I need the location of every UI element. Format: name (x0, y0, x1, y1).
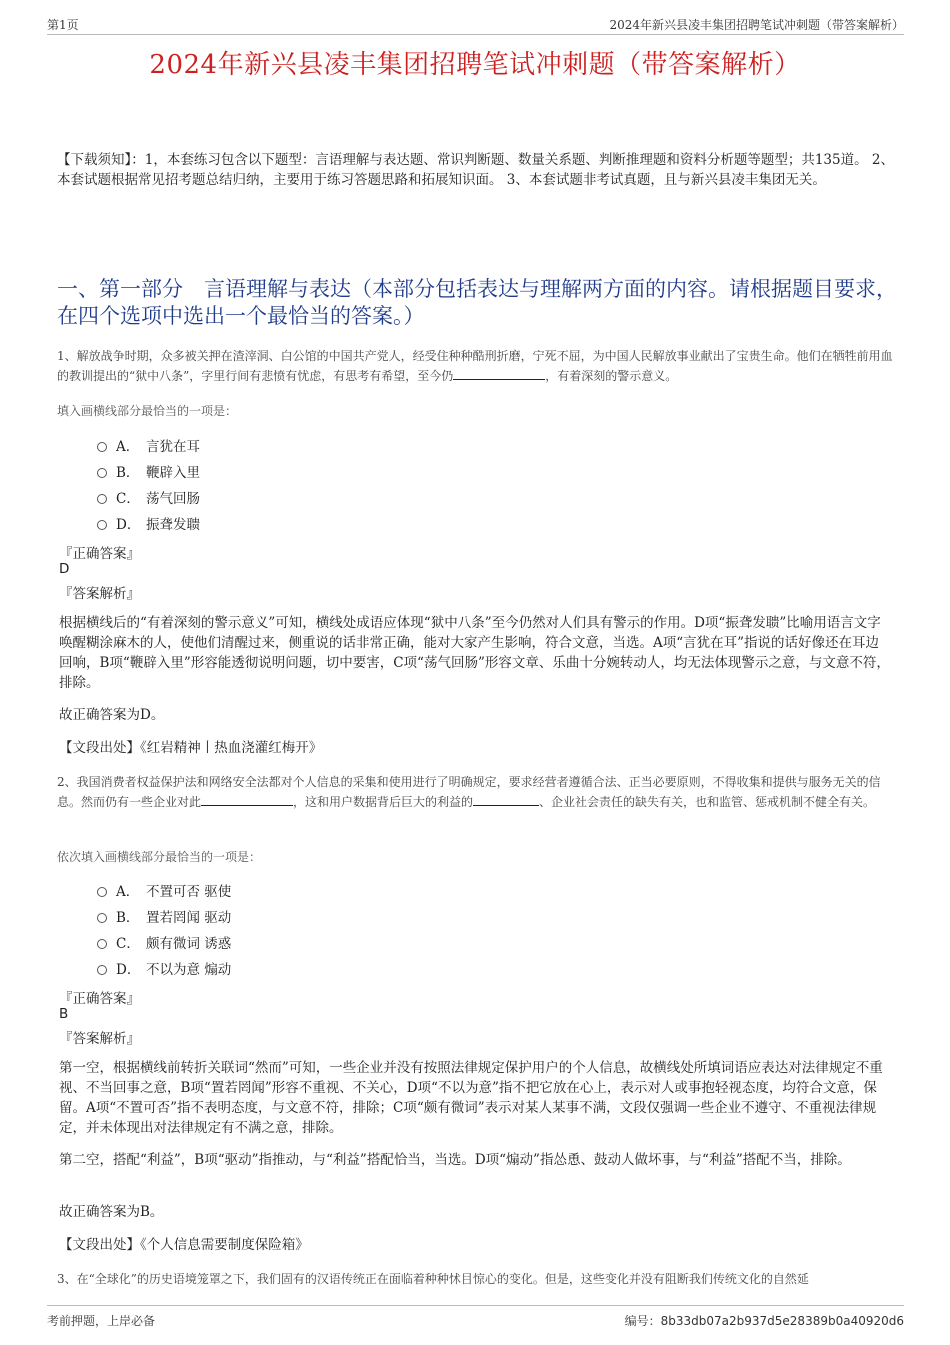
radio-icon[interactable] (97, 520, 107, 530)
conclusion: 故正确答案为B。 (59, 1204, 164, 1220)
correct-answer: B (59, 1006, 69, 1022)
page-number: 第1页 (47, 18, 79, 32)
page-title: 2024年新兴县凌丰集团招聘笔试冲刺题（带答案解析） (149, 50, 801, 80)
correct-answer: D (59, 561, 70, 577)
radio-icon[interactable] (97, 468, 107, 478)
option-c[interactable]: C． 颇有微词 诱惑 (97, 929, 231, 955)
header-doc-title: 2024年新兴县凌丰集团招聘笔试冲刺题（带答案解析） (609, 18, 904, 32)
conclusion: 故正确答案为D。 (59, 707, 165, 723)
question-3-text: 3、在“全球化”的历史语境笼罩之下，我们固有的汉语传统正在面临着种种怵目惊心的变化。但是，这些变化并没有阻断我们传统文化的自然延 (57, 1272, 809, 1286)
analysis-text: 第一空，根据横线前转折关联词“然而”可知，一些企业并没有按照法律规定保护用户的个人信息，故横线处所填词语应表达对法律规定不重视、不当回事之意，B项“置若罔闻”形容不重视、不关心，D项“不以为意”指不把它放在心上，表示对人或事抱轻视态度，均符合文意，保留。A项“不置可否”指不表明态度，与文意不符，排除；C项“颇有微词”表示对某人某事不满，文段仅强调一些企业不遵守、不重视法律规定，并未体现出对法律规定有不满之意，排除。 (59, 1060, 883, 1136)
answer-label: 『正确答案』 (59, 991, 140, 1007)
fill-blank (453, 367, 545, 380)
radio-icon[interactable] (97, 442, 107, 452)
question-1-text: 1、解放战争时期，众多被关押在渣滓洞、白公馆的中国共产党人，经受住种种酷刑折磨，宁死不屈，为中国人民解放事业献出了宝贵生命。他们在牺牲前用血的教训提出的“狱中八条”，字里行间有悲愤有忧虑，有思考有希望，至今仍 ，有着深刻的警示意义。 (57, 349, 893, 383)
document-code: 编号：8b33db07a2b937d5e28389b0a40920d6 (624, 1314, 904, 1328)
page-footer (47, 1305, 904, 1326)
radio-icon[interactable] (97, 887, 107, 897)
page-header (47, 14, 904, 35)
option-a[interactable]: A． 不置可否 驱使 (97, 877, 231, 903)
fill-blank (473, 793, 539, 806)
analysis-label: 『答案解析』 (59, 586, 140, 602)
option-d[interactable]: D． 振聋发聩 (97, 510, 200, 536)
radio-icon[interactable] (97, 494, 107, 504)
question-1-prompt: 填入画横线部分最恰当的一项是： (57, 404, 238, 418)
footer-slogan: 考前押题，上岸必备 (47, 1314, 156, 1328)
question-1-options (97, 432, 200, 536)
question-2-prompt: 依次填入画横线部分最恰当的一项是： (57, 850, 262, 864)
analysis-text: 第二空，搭配“利益”，B项“驱动”指推动，与“利益”搭配恰当，当选。D项“煽动”指怂恿、鼓动人做坏事，与“利益”搭配不当，排除。 (59, 1152, 851, 1168)
option-c[interactable]: C． 荡气回肠 (97, 484, 200, 510)
question-2-options (97, 877, 231, 981)
radio-icon[interactable] (97, 965, 107, 975)
fill-blank (201, 793, 293, 806)
source-citation: 【文段出处】《个人信息需要制度保险箱》 (59, 1237, 309, 1253)
option-b[interactable]: B． 鞭辟入里 (97, 458, 200, 484)
source-citation: 【文段出处】《红岩精神丨热血浇灌红梅开》 (59, 740, 323, 756)
radio-icon[interactable] (97, 939, 107, 949)
analysis-label: 『答案解析』 (59, 1031, 140, 1047)
question-2-text: 2、我国消费者权益保护法和网络安全法都对个人信息的采集和使用进行了明确规定，要求经营者遵循合法、正当必要原则，不得收集和提供与服务无关的信息。然而仍有一些企业对此 ，这和用户数据背后巨大的利益的 、企业社会责任的缺失有关，也和监管、惩戒机制不健全有关。 (57, 775, 881, 809)
radio-icon[interactable] (97, 913, 107, 923)
option-d[interactable]: D． 不以为意 煽动 (97, 955, 231, 981)
option-a[interactable]: A． 言犹在耳 (97, 432, 200, 458)
download-notice: 【下载须知】：1，本套练习包含以下题型：言语理解与表达题、常识判断题、数量关系题、判断推理题和资料分析题等题型；共135道。 2、本套试题根据常见招考题总结归纳，主要用于练习答题思路和拓展知识面。 3、本套试题非考试真题，且与新兴县凌丰集团无关。 (57, 152, 894, 188)
analysis-text: 根据横线后的“有着深刻的警示意义”可知，横线处成语应体现“狱中八条”至今仍然对人们具有警示的作用。D项“振聋发聩”比喻用语言文字唤醒糊涂麻木的人，使他们清醒过来，侧重说的话非常正确，能对大家产生影响，符合文意，当选。A项“言犹在耳”指说的话好像还在耳边回响，B项“鞭辟入里”形容能透彻说明问题，切中要害，C项“荡气回肠”形容文章、乐曲十分婉转动人，均无法体现警示之意，与文意不符，排除。 (59, 615, 890, 691)
section-title: 一、第一部分 言语理解与表达（本部分包括表达与理解两方面的内容。请根据题目要求，在四个选项中选出一个最恰当的答案。） (57, 277, 897, 328)
answer-label: 『正确答案』 (59, 546, 140, 562)
option-b[interactable]: B． 置若罔闻 驱动 (97, 903, 231, 929)
